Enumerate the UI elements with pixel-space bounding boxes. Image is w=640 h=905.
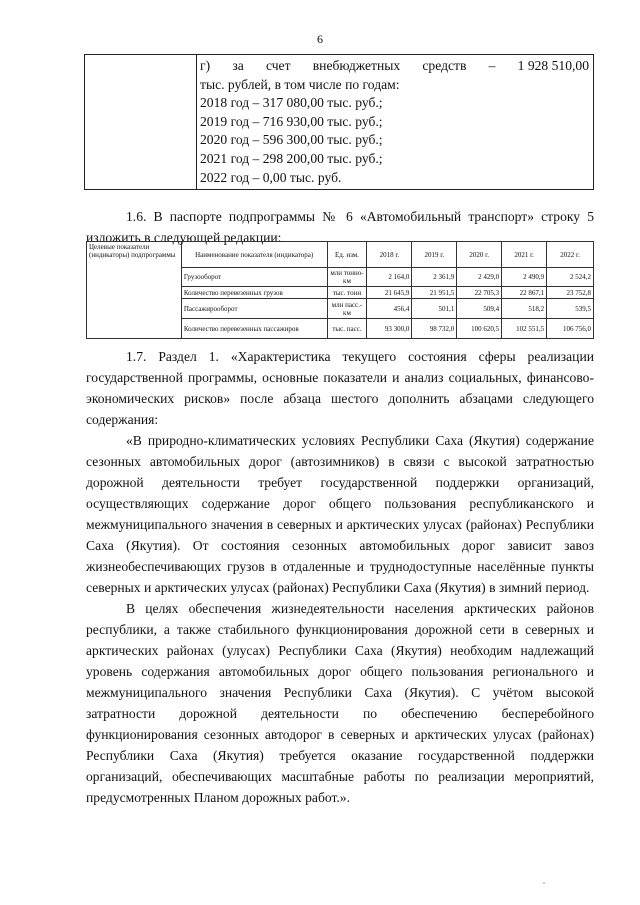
header-year: 2018 г. bbox=[367, 242, 412, 268]
funding-word: счет bbox=[265, 58, 291, 73]
funding-line-2018: 2018 год – 317 080,00 тыс. руб.; bbox=[200, 95, 383, 111]
indicator-unit: тыс. тонн bbox=[327, 287, 367, 299]
header-year: 2019 г. bbox=[412, 242, 457, 268]
page-number: 6 bbox=[317, 32, 323, 46]
funding-table-value-cell bbox=[197, 55, 594, 190]
indicator-name: Пассажирооборот bbox=[181, 299, 327, 319]
funding-total-line bbox=[200, 57, 589, 76]
funding-line-2019: 2019 год – 716 930,00 тыс. руб.; bbox=[200, 113, 383, 129]
indicator-value: 106 756,0 bbox=[547, 319, 594, 339]
indicator-unit: млн пасс.-км bbox=[327, 299, 367, 319]
indicator-value: 456,4 bbox=[367, 299, 412, 319]
funding-line-2022: 2022 год – 0,00 тыс. руб. bbox=[200, 169, 342, 185]
funding-table bbox=[84, 54, 594, 190]
indicator-value: 539,5 bbox=[547, 299, 594, 319]
indicator-name: Количество перевезенных грузов bbox=[181, 287, 327, 299]
indicators-table bbox=[86, 241, 594, 339]
funding-word: г) bbox=[200, 58, 211, 73]
indicator-value: 501,1 bbox=[412, 299, 457, 319]
funding-line-2020: 2020 год – 596 300,00 тыс. руб.; bbox=[200, 132, 383, 148]
indicator-value: 21 951,5 bbox=[412, 287, 457, 299]
funding-word: внебюджетных bbox=[312, 58, 401, 73]
indicator-value: 23 752,8 bbox=[547, 287, 594, 299]
section-1-7-paragraph: 1.7. Раздел 1. «Характеристика текущего состояния сферы реализации государственной программы, основные показатели и анализ социальных, финансово-экономических рисков» после абзаца шестого дополнить абзацами следующего содержания: bbox=[86, 349, 594, 427]
quote-paragraph-2: В целях обеспечения жизнедеятельности населения арктических районов республики, а также стабильного функционирования дорожной сети в северных и арктических районах (улусах) Республики Саха (Якутия) необходим надлежащий уровень содержания автомобильных дорог общего пользования регионального и межмуниципального значения Республики Саха (Якутия). С учётом высокой затратности дорожной деятельности по обеспечению бесперебойного функционирования сезонных автодорог в северных и арктических улусах (районах) Республики Саха (Якутия) требуется оказание государственной поддержки организаций, обеспечивающих масштабные работы по реализации мероприятий, предусмотренных Планом дорожных работ.». bbox=[86, 601, 594, 805]
indicator-value: 22 867,1 bbox=[502, 287, 547, 299]
funding-word: средств bbox=[422, 58, 467, 73]
indicator-value: 21 645,9 bbox=[367, 287, 412, 299]
indicators-label: Целевые показатели (индикаторы) подпрограммы bbox=[87, 242, 182, 339]
indicator-value: 2 429,0 bbox=[457, 268, 502, 287]
indicator-unit: млн тонно-км bbox=[327, 268, 367, 287]
funding-line-2021: 2021 год – 298 200,00 тыс. руб.; bbox=[200, 150, 383, 166]
header-year: 2020 г. bbox=[457, 242, 502, 268]
indicator-value: 2 524,2 bbox=[547, 268, 594, 287]
quote-paragraph-1: «В природно-климатических условиях Республики Саха (Якутия) содержание сезонных автомобильных дорог (автозимников) в связи с высокой затратностью дорожной деятельности требует государственной поддержки организаций, осуществляющих содержание дорог общего пользования республиканского и межмуниципального значения в северных и арктических улусах (районах) Республики Саха (Якутия). От состояния сезонных автомобильных дорог зависит завоз жизнеобеспечивающих грузов в отдаленные и труднодоступные населённые пункты северных и арктических улусах (районах) Республики Саха (Якутия) в зимний период. bbox=[86, 433, 594, 595]
indicator-value: 2 164,0 bbox=[367, 268, 412, 287]
indicator-value: 2 361,9 bbox=[412, 268, 457, 287]
header-year: 2021 г. bbox=[502, 242, 547, 268]
indicator-value: 98 732,0 bbox=[412, 319, 457, 339]
indicator-value: 509,4 bbox=[457, 299, 502, 319]
indicator-value: 100 620,5 bbox=[457, 319, 502, 339]
scan-speck bbox=[543, 882, 545, 884]
funding-word: за bbox=[232, 58, 244, 73]
section-1-6-paragraph: 1.6. В паспорте подпрограммы № 6 «Автомобильный транспорт» строку 5 изложить в следующей редакции: bbox=[86, 209, 594, 245]
indicator-name: Количество перевезенных пассажиров bbox=[181, 319, 327, 339]
funding-table-label-cell bbox=[85, 55, 197, 190]
indicator-value: 93 300,0 bbox=[367, 319, 412, 339]
indicator-value: 22 705,3 bbox=[457, 287, 502, 299]
indicator-value: 102 551,5 bbox=[502, 319, 547, 339]
indicator-name: Грузооборот bbox=[181, 268, 327, 287]
header-indicator-name: Наименование показателя (индикатора) bbox=[181, 242, 327, 268]
indicator-value: 518,2 bbox=[502, 299, 547, 319]
header-unit: Ед. изм. bbox=[327, 242, 367, 268]
funding-line: тыс. рублей, в том числе по годам: bbox=[200, 76, 400, 92]
indicator-unit: тыс. пасс. bbox=[327, 319, 367, 339]
indicator-value: 2 490,9 bbox=[502, 268, 547, 287]
header-year: 2022 г. bbox=[547, 242, 594, 268]
funding-word: – bbox=[488, 58, 496, 73]
funding-total-amount: 1 928 510,00 bbox=[517, 58, 589, 73]
